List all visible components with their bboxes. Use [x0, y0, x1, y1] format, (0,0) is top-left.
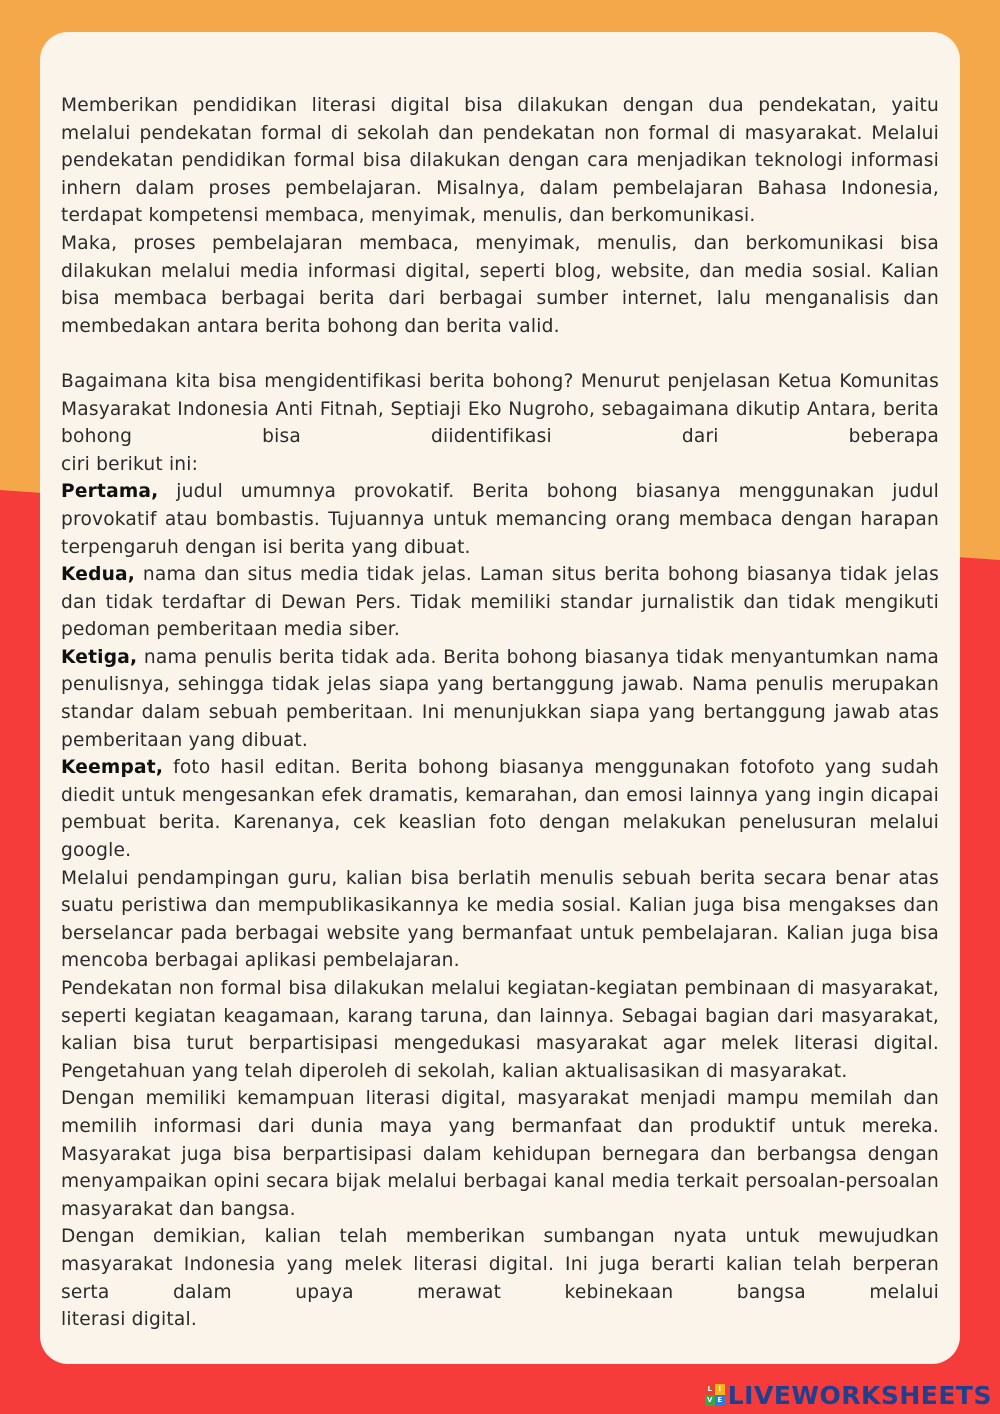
brand-name: LIVEWORKSHEETS	[727, 1380, 992, 1410]
logo-letter: L	[705, 1384, 715, 1395]
point-label: Pertama,	[61, 481, 159, 503]
logo-letter: V	[705, 1395, 715, 1406]
point-label: Ketiga,	[61, 646, 138, 668]
paragraph-process: Maka, proses pembelajaran membaca, menyimak, menulis, dan berkomunikasi bisa dilakukan melalui media informasi digital, seperti blog, website, dan media sosial. Kalian bisa membaca berbagai berita dari berbagai sumber internet, lalu menganalisis dan membedakan antara berita bohong dan berita valid.	[61, 232, 939, 337]
article-body	[61, 92, 939, 1334]
point-label: Kedua,	[61, 564, 136, 586]
point-item	[61, 644, 939, 754]
point-item	[61, 561, 939, 644]
paragraph-guidance: Melalui pendampingan guru, kalian bisa berlatih menulis sebuah berita secara benar atas suatu peristiwa dan mempublikasikannya ke media sosial. Kalian juga bisa mengakses dan berselancar pada berbagai website yang bermanfaat untuk pembelajaran. Kalian juga bisa mencoba berbagai aplikasi pembelajaran.	[61, 867, 939, 972]
liveworksheets-logo-icon	[705, 1384, 725, 1406]
paragraph-intro: Memberikan pendidikan literasi digital bisa dilakukan dengan dua pendekatan, yaitu melalui pendekatan formal di sekolah dan pendekatan non formal di masyarakat. Melalui pendekatan pendidikan formal bisa dilakukan dengan cara menjadikan teknologi informasi inhern dalam proses pembelajaran. Misalnya, dalam pembelajaran Bahasa Indonesia, terdapat kompetensi membaca, menyimak, menulis, dan berkomunikasi.	[61, 95, 939, 227]
point-text: foto hasil editan. Berita bohong biasanya menggunakan fotofoto yang sudah diedit untuk mengesankan efek dramatis, kemarahan, dan emosi lainnya yang ingin dicapai pembuat berita. Karenanya, cek keaslian foto dengan melakukan penelusuran melalui google.	[61, 757, 939, 862]
text-card	[40, 32, 960, 1364]
point-label: Keempat,	[61, 757, 164, 779]
logo-letter: E	[715, 1395, 725, 1406]
liveworksheets-brand[interactable]	[705, 1380, 992, 1410]
logo-letter: I	[715, 1384, 725, 1395]
paragraph-conclusion-tail: literasi digital.	[61, 1309, 197, 1331]
paragraph-benefits: Dengan memiliki kemampuan literasi digital, masyarakat menjadi mampu memilah dan memilih informasi dari dunia maya yang bermanfaat dan produktif untuk mereka. Masyarakat juga bisa berpartisipasi dalam kehidupan bernegara dan berbangsa dengan menyampaikan opini secara bijak melalui berbagai kanal media terkait persoalan-persoalan masyarakat dan bangsa.	[61, 1088, 939, 1220]
point-item	[61, 478, 939, 561]
point-item	[61, 754, 939, 864]
paragraph-conclusion: Dengan demikian, kalian telah memberikan sumbangan nyata untuk mewujudkan masyarakat Indonesia yang melek literasi digital. Ini juga berarti kalian telah berperan serta dalam upaya merawat kebinekaan bangsa melalui	[61, 1226, 939, 1303]
point-text: nama penulis berita tidak ada. Berita bohong biasanya tidak menyantumkan nama penulisnya, sehingga tidak jelas siapa yang bertanggung jawab. Nama penulis merupakan standar dalam sebuah pemberitaan. Ini menunjukkan siapa yang bertanggung jawab atas pemberitaan yang dibuat.	[61, 646, 939, 751]
point-text: judul umumnya provokatif. Berita bohong biasanya menggunakan judul provokatif atau bombastis. Tujuannya untuk memancing orang membaca dengan harapan terpengaruh dengan isi berita yang dibuat.	[61, 481, 939, 558]
paragraph-gap	[61, 340, 939, 368]
paragraph-question: Bagaimana kita bisa mengidentifikasi berita bohong? Menurut penjelasan Ketua Komunitas Masyarakat Indonesia Anti Fitnah, Septiaji Eko Nugroho, sebagaimana dikutip Antara, berita bohong bisa diidentifikasi dari beberapa	[61, 370, 939, 448]
paragraph-nonformal: Pendekatan non formal bisa dilakukan melalui kegiatan-kegiatan pembinaan di masyarakat, seperti kegiatan keagamaan, karang taruna, dan lainnya. Sebagai bagian dari masyarakat, kalian bisa turut berpartisipasi mengedukasi masyarakat agar melek literasi digital. Pengetahuan yang telah diperoleh di sekolah, kalian aktualisasikan di masyarakat.	[61, 978, 939, 1082]
point-text: nama dan situs media tidak jelas. Laman situs berita bohong biasanya tidak jelas dan tidak terdaftar di Dewan Pers. Tidak memiliki standar jurnalistik dan tidak mengikuti pedoman pemberitaan media siber.	[61, 564, 939, 641]
paragraph-question-tail: ciri berikut ini:	[61, 453, 199, 475]
